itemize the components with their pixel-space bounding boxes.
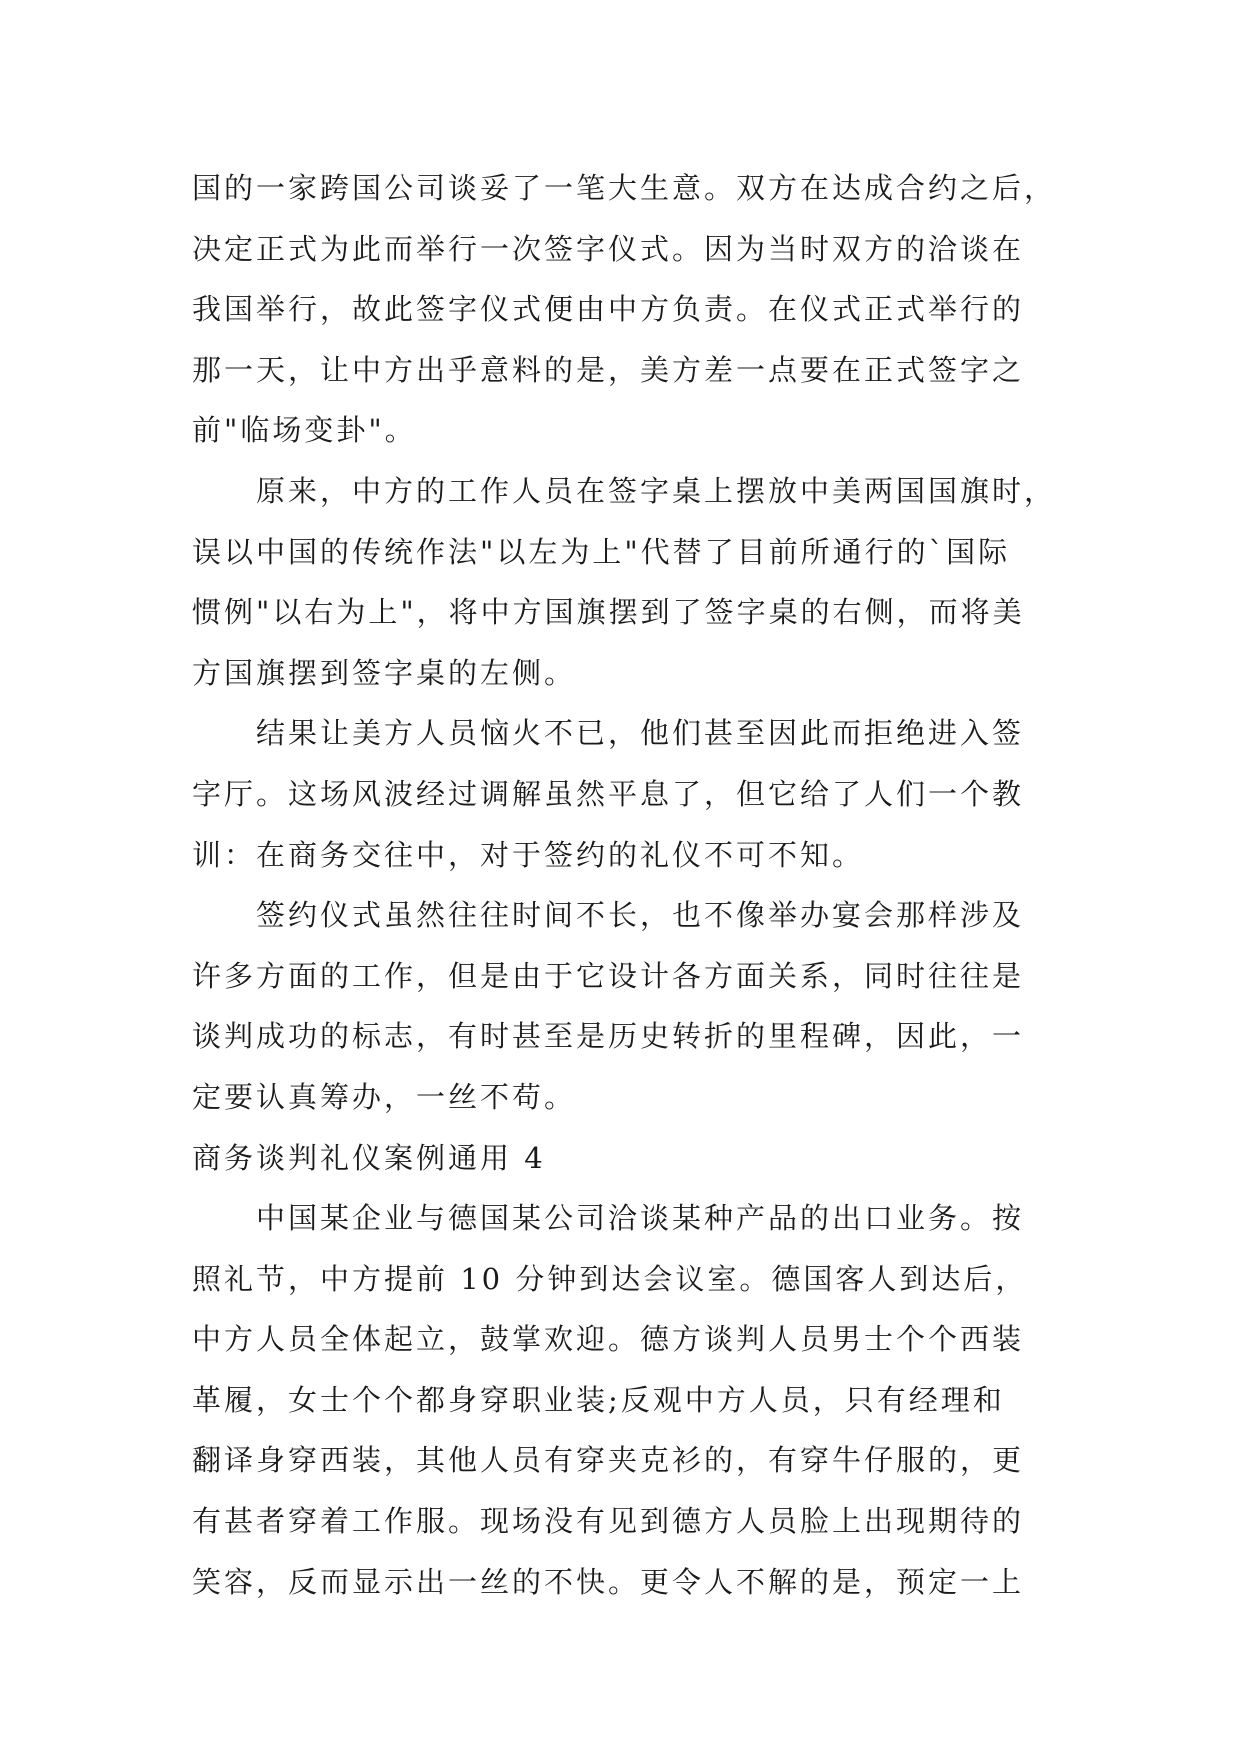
text-line: 我国举行，故此签字仪式便由中方负责。在仪式正式举行的: [192, 292, 1025, 327]
paragraph-first-line: 原来，中方的工作人员在签字桌上摆放中美两国国旗时，: [256, 473, 1057, 508]
text-line: 中方人员全体起立，鼓掌欢迎。德方谈判人员男士个个西装: [192, 1322, 1025, 1357]
text-line: 前"临场变卦"。: [192, 413, 417, 448]
document-body: [192, 158, 1072, 1612]
text-line: 字厅。这场风波经过调解虽然平息了，但它给了人们一个教: [192, 776, 1025, 811]
text-line: 定要认真筹办，一丝不苟。: [192, 1079, 577, 1114]
text-line: 误以中国的传统作法"以左为上"代替了目前所通行的`国际: [192, 534, 1011, 569]
text-line: 革履，女士个个都身穿职业装;反观中方人员，只有经理和: [192, 1382, 1005, 1417]
text-line: 笑容，反而显示出一丝的不快。更令人不解的是，预定一上: [192, 1564, 1025, 1599]
paragraph-first-line: 中国某企业与德国某公司洽谈某种产品的出口业务。按: [256, 1201, 1025, 1236]
paragraph-first-line: 结果让美方人员恼火不已，他们甚至因此而拒绝进入签: [256, 716, 1025, 751]
text-line: 训：在商务交往中，对于签约的礼仪不可不知。: [192, 837, 865, 872]
text-line: 许多方面的工作，但是由于它设计各方面关系，同时往往是: [192, 958, 1025, 993]
text-line: 那一天，让中方出乎意料的是，美方差一点要在正式签字之: [192, 352, 1025, 387]
text-line: 决定正式为此而举行一次签字仪式。因为当时双方的洽谈在: [192, 231, 1025, 266]
text-line: 方国旗摆到签字桌的左侧。: [192, 655, 577, 690]
text-line: 有甚者穿着工作服。现场没有见到德方人员脸上出现期待的: [192, 1504, 1025, 1539]
text-line: 照礼节，中方提前 10 分钟到达会议室。德国客人到达后，: [192, 1261, 1028, 1296]
paragraph-first-line: 签约仪式虽然往往时间不长，也不像举办宴会那样涉及: [256, 898, 1025, 933]
text-line: 翻译身穿西装，其他人员有穿夹克衫的，有穿牛仔服的，更: [192, 1443, 1025, 1478]
text-line: 国的一家跨国公司谈妥了一笔大生意。双方在达成合约之后，: [192, 171, 1057, 205]
text-line: 谈判成功的标志，有时甚至是历史转折的里程碑，因此，一: [192, 1019, 1025, 1054]
text-line: 惯例"以右为上"，将中方国旗摆到了签字桌的右侧，而将美: [192, 595, 1025, 630]
section-heading: 商务谈判礼仪案例通用 4: [192, 1140, 546, 1175]
